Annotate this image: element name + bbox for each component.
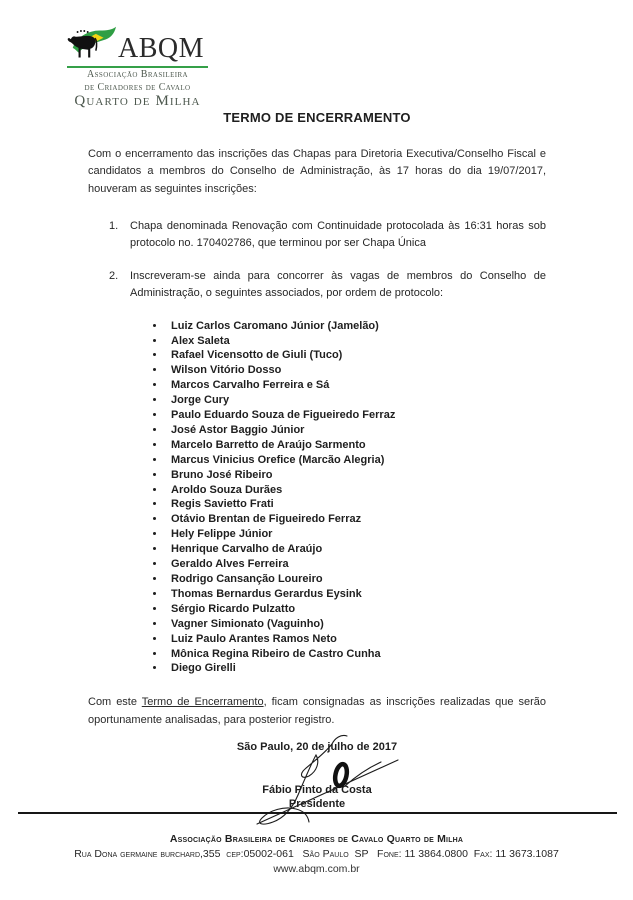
candidate-item: • Sérgio Ricardo Pulzatto [166, 602, 546, 617]
candidate-item: • Vagner Simionato (Vaguinho) [166, 617, 546, 632]
candidate-item: • Regis Savietto Frati [166, 497, 546, 512]
candidate-item: • Marcos Carvalho Ferreira e Sá [166, 378, 546, 393]
candidate-item: • Wilson Vitório Dosso [166, 363, 546, 378]
candidate-item: • Marcelo Barretto de Araújo Sarmento [166, 438, 546, 453]
logo-org-line1: Associação Brasileira [86, 69, 189, 80]
candidate-item: • Diego Girelli [166, 661, 546, 676]
horse-flag-logo-icon [67, 25, 117, 63]
closing-underlined-term: Termo de Encerramento [141, 696, 264, 709]
numbered-item-2-number: 2. [109, 270, 119, 283]
signature-block [88, 741, 546, 810]
signer-role: Presidente [288, 798, 346, 811]
logo-org-line3: Quarto de Milha [74, 93, 201, 109]
dateline: São Paulo, 20 de julho de 2017 [236, 741, 398, 754]
candidate-item: • Mônica Regina Ribeiro de Castro Cunha [166, 647, 546, 662]
candidate-item: • Rodrigo Cansanção Loureiro [166, 572, 546, 587]
candidate-item: • Otávio Brentan de Figueiredo Ferraz [166, 512, 546, 527]
candidate-item: • José Astor Baggio Júnior [166, 423, 546, 438]
closing-paragraph [88, 694, 546, 729]
letterhead-logo [67, 25, 208, 109]
candidate-item: • Aroldo Souza Durães [166, 483, 546, 498]
page-footer [0, 812, 633, 875]
footer-website: www.abqm.com.br [273, 863, 360, 875]
document-title: TERMO DE ENCERRAMENTO [223, 110, 411, 125]
footer-divider [18, 812, 617, 814]
intro-paragraph: Com o encerramento das inscrições das Chapas para Diretoria Executiva/Conselho Fiscal e candidatos a membros do Conselho de Administração, às 17 horas do dia 19/07/2017, houveram as seguintes inscrições: [88, 148, 546, 195]
footer-address: Rua Dona germaine burchard,355 cep:05002-061 São Paulo SP Fone: 11 3864.0800 Fax: 11 3673.1087 [74, 848, 559, 860]
logo-org-line2: de Criadores de Cavalo [84, 81, 191, 93]
candidates-list [88, 319, 546, 677]
footer-org-name: Associação Brasileira de Criadores de Cavalo Quarto de Milha [169, 833, 464, 845]
candidate-item: • Marcus Vinicius Orefice (Marcão Alegria) [166, 453, 546, 468]
numbered-item-2 [109, 268, 546, 301]
candidate-item: • Alex Saleta [166, 334, 546, 349]
numbered-item-1 [109, 218, 546, 251]
logo-green-divider [67, 66, 208, 68]
numbered-item-1-text: Chapa denominada Renovação com Continuidade protocolada às 16:31 horas sob protocolo no. 170402786, que terminou por ser Chapa Única [130, 220, 546, 249]
candidate-item: • Rafael Vicensotto de Giuli (Tuco) [166, 348, 546, 363]
document-body [88, 110, 546, 810]
candidate-item: • Hely Felippe Júnior [166, 527, 546, 542]
logo-abbr-text: ABQM [118, 33, 205, 65]
logo-row [67, 25, 208, 63]
candidate-item: • Bruno José Ribeiro [166, 468, 546, 483]
candidate-item: • Geraldo Alves Ferreira [166, 557, 546, 572]
candidate-item: • Jorge Cury [166, 393, 546, 408]
numbered-item-1-number: 1. [109, 220, 119, 233]
candidate-item: • Paulo Eduardo Souza de Figueiredo Ferraz [166, 408, 546, 423]
candidate-item: • Luiz Carlos Caromano Júnior (Jamelão) [166, 319, 546, 334]
signer-name: Fábio Pinto da Costa [262, 784, 372, 797]
candidate-item: • Thomas Bernardus Gerardus Eysink [166, 587, 546, 602]
closing-prefix: Com este [88, 696, 142, 709]
candidate-item: • Henrique Carvalho de Araújo [166, 542, 546, 557]
closing-suffix: , ficam consignadas as inscrições realizadas que serão oportunamente analisadas, para posterior registro. [88, 696, 547, 726]
candidate-item: • Luiz Paulo Arantes Ramos Neto [166, 632, 546, 647]
numbered-item-2-text: Inscreveram-se ainda para concorrer às vagas de membros do Conselho de Administração, o seguintes associados, por ordem de protocolo: [130, 270, 546, 299]
